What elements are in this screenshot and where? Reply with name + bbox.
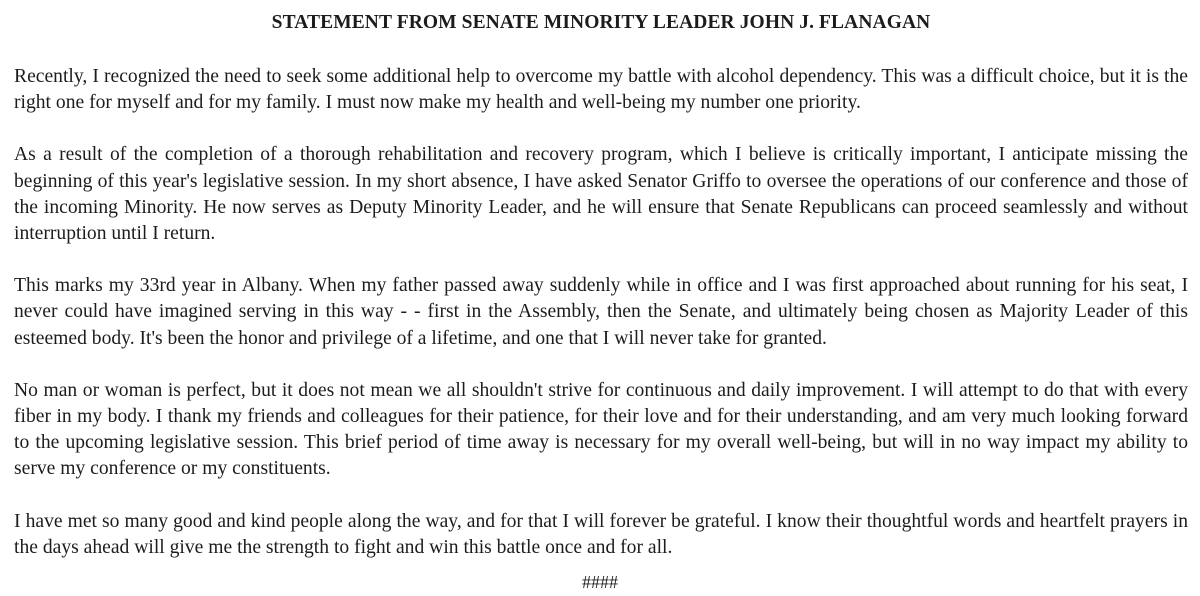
paragraph-2: As a result of the completion of a thorough rehabilitation and recovery program, which I believe is critically important, I anticipate missing the beginning of this year's legislative session. In my short absence, I have asked Senator Griffo to oversee the operations of our conference and those of the incoming Minority. He now serves as Deputy Minority Leader, and he will ensure that Senate Republicans can proceed seamlessly and without interruption until I return. (14, 144, 1188, 245)
paragraph-3: This marks my 33rd year in Albany. When my father passed away suddenly while in office and I was first approached about running for his seat, I never could have imagined serving in this way - - first in the Assembly, then the Senate, and ultimately being chosen as Majority Leader of this esteemed body. It's been the honor and privilege of a lifetime, and one that I will never take for granted. (14, 275, 1188, 349)
page-title: STATEMENT FROM SENATE MINORITY LEADER JOHN J. FLANAGAN (271, 12, 931, 33)
paragraph-5: I have met so many good and kind people along the way, and for that I will forever be grateful. I know their thoughtful words and heartfelt prayers in the days ahead will give me the strength to fight and win this battle once and for all. (14, 510, 1188, 558)
paragraph-4: No man or woman is perfect, but it does not mean we all shouldn't strive for continuous and daily improvement. I will attempt to do that with every fiber in my body. I thank my friends and colleagues for their patience, for their love and for their understanding, and am very much looking forward to the upcoming legislative session. This brief period of time away is necessary for my overall well-being, but will in no way impact my ability to serve my conference or my constituents. (14, 379, 1188, 480)
end-mark: #### (582, 572, 618, 592)
paragraph-1: Recently, I recognized the need to seek some additional help to overcome my battle with alcohol dependency. This was a difficult choice, but it is the right one for myself and for my family. I must now make my health and well-being my number one priority. (14, 66, 1188, 114)
